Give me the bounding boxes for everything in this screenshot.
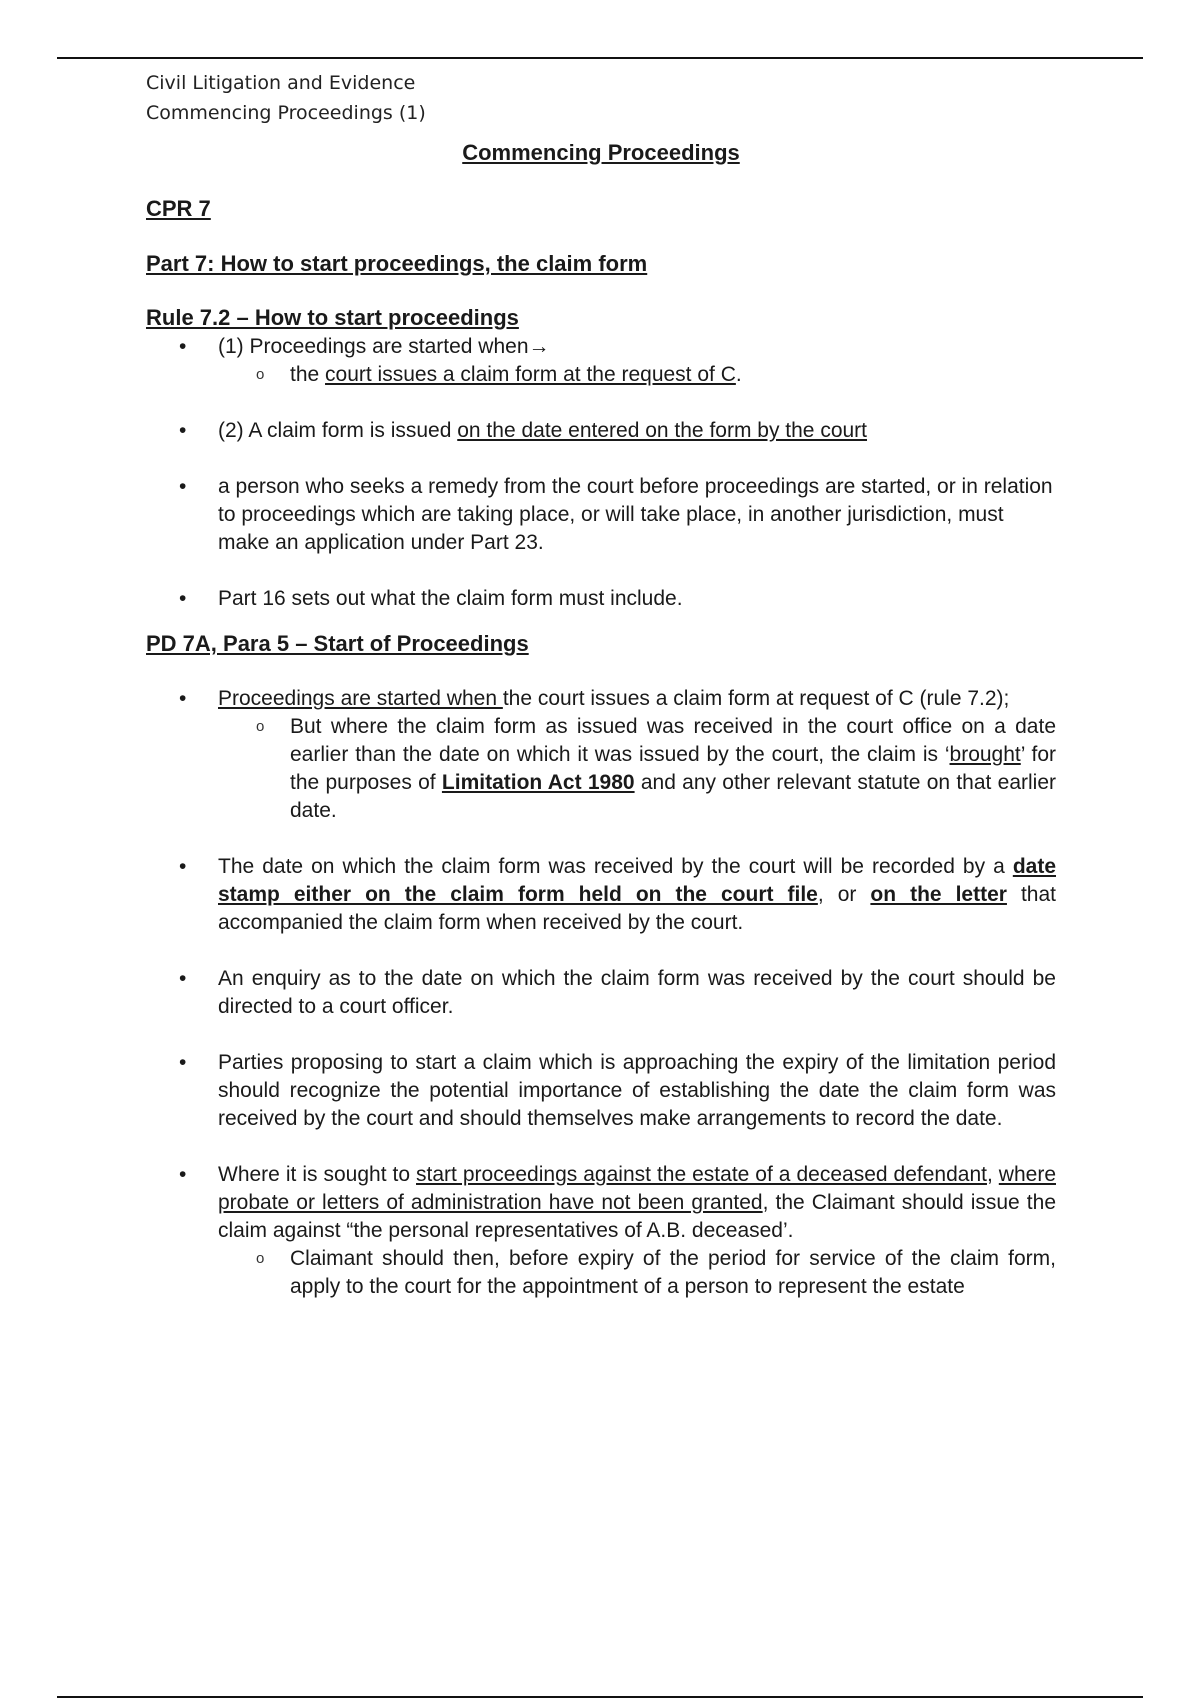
list-item: • The date on which the claim form was received by the court will be recorded by a date stamp either on the claim form held on the court file, or on the letter that accompanied the claim form when received by the court. (146, 853, 1056, 937)
pd-7a-list (146, 685, 1056, 1301)
list-item: • a person who seeks a remedy from the court before proceedings are started, or in relation to proceedings which are taking place, or will take place, in another jurisdiction, must make an application under Part 23. (146, 473, 1056, 557)
list-item: • (2) A claim form is issued on the date entered on the form by the court (146, 417, 1056, 445)
sub-list (218, 1245, 1056, 1301)
arrow-right-icon: → (528, 335, 550, 358)
sub-list-item: o But where the claim form as issued was received in the court office on a date earlier than the date on which it was issued by the court, the claim is ‘brought’ for the purposes of Limitation Act 1980 and any other relevant statute on that earlier date. (146, 713, 1056, 825)
sub-list-item: o Claimant should then, before expiry of the period for service of the claim form, apply to the court for the appointment of a person to represent the estate (146, 1245, 1056, 1301)
page-title: Commencing Proceedings (462, 140, 740, 165)
heading-cpr: CPR 7 (146, 196, 211, 221)
sub-list-item: o the court issues a claim form at the request of C. (146, 361, 1056, 389)
bottom-rule (57, 1696, 1143, 1698)
heading-part-7: Part 7: How to start proceedings, the claim form (146, 251, 648, 276)
heading-pd-7a: PD 7A, Para 5 – Start of Proceedings (146, 631, 529, 656)
list-item: • (1) Proceedings are started when→ o the court issues a claim form at the request of C. (146, 333, 1056, 389)
sub-list (218, 361, 1056, 389)
list-item: • Part 16 sets out what the claim form must include. (146, 585, 1056, 613)
top-rule (57, 57, 1143, 59)
list-item: • Proceedings are started when the court issues a claim form at request of C (rule 7.2); o But where the claim form as issued was received in the court office on a date earlier than the date on which it was issued by the court, the claim is ‘brought’ for the purposes of Limitation Act 1980 and any other relevant statute on that earlier date. (146, 685, 1056, 825)
list-item: • An enquiry as to the date on which the claim form was received by the court should be directed to a court officer. (146, 965, 1056, 1021)
rule-7-2-list (146, 333, 1056, 613)
list-item: • Parties proposing to start a claim which is approaching the expiry of the limitation period should recognize the potential importance of establishing the date the claim form was received by the court and should themselves make arrangements to record the date. (146, 1049, 1056, 1133)
document-page (146, 68, 1056, 1301)
heading-rule-7-2: Rule 7.2 – How to start proceedings (146, 305, 519, 330)
header-topic: Commencing Proceedings (1) (146, 102, 426, 124)
sub-list (218, 713, 1056, 825)
header-course: Civil Litigation and Evidence (146, 72, 416, 94)
list-item: • Where it is sought to start proceedings against the estate of a deceased defendant, where probate or letters of administration have not been granted, the Claimant should issue the claim against “the personal representatives of A.B. deceased’. o Claimant should then, before expiry of the period for service of the claim form, apply to the court for the appointment of a person to represent the estate (146, 1161, 1056, 1301)
